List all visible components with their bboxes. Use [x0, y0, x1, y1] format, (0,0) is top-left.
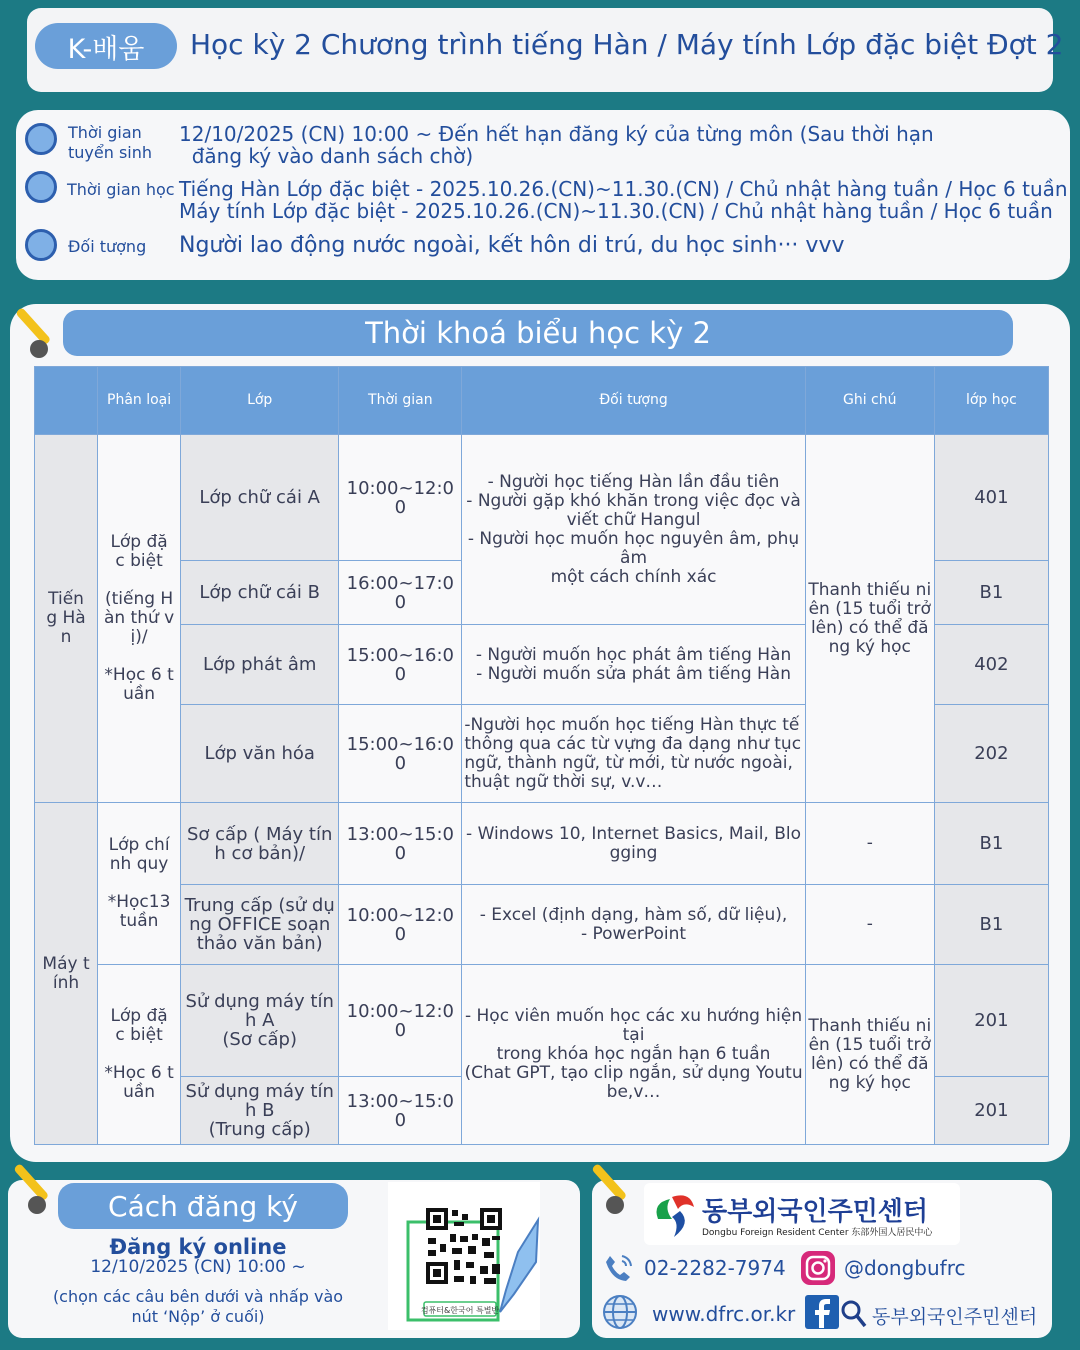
header-cell: Ghi chú: [805, 367, 934, 435]
facebook-icon[interactable]: [804, 1294, 840, 1330]
room-cell: 401: [934, 435, 1048, 561]
class-cell: Trung cấp (sử dụng OFFICE soạn thảo văn bản): [181, 885, 339, 965]
room-cell: B1: [934, 803, 1048, 885]
note-cell: Thanh thiếu niên (15 tuổi trở lên) có thể đăng ký học: [805, 435, 934, 803]
class-cell: Lớp chữ cái B: [181, 561, 339, 625]
time-cell: 16:00~17:00: [339, 561, 462, 625]
info-text: Người lao động nước ngoài, kết hôn di trú, du học sinh··· vvv: [179, 233, 845, 258]
subject-cell: Máy tính: [35, 803, 98, 1145]
online-label: Đăng ký online: [109, 1235, 287, 1259]
program-tag: K-배움: [35, 23, 177, 69]
note-cell: -: [805, 885, 934, 965]
room-cell: 201: [934, 965, 1048, 1077]
time-cell: 15:00~16:00: [339, 705, 462, 803]
pin-icon: [10, 310, 50, 356]
room-cell: B1: [934, 885, 1048, 965]
table-header-row: [35, 367, 1049, 435]
info-label: Thời gian học: [67, 180, 175, 199]
class-cell: Lớp phát âm: [181, 625, 339, 705]
class-cell: Lớp văn hóa: [181, 705, 339, 803]
target-cell: - Học viên muốn học các xu hướng hiện tại trong khóa học ngắn hạn 6 tuần (Chat GPT, tạo clip ngắn, sử dụng Youtube,v…: [462, 965, 805, 1145]
page-title: Học kỳ 2 Chương trình tiếng Hàn / Máy tính Lớp đặc biệt Đợt 2: [190, 28, 1064, 61]
timetable-table: [34, 366, 1049, 1145]
website-link[interactable]: www.dfrc.or.kr: [652, 1302, 796, 1326]
bullet-icon: [25, 171, 57, 203]
center-panel: [592, 1180, 1052, 1338]
pin-icon: [8, 1166, 48, 1212]
registration-note: (chọn các câu bên dưới và nhấp vào nút ‘Nộp’ ở cuối): [52, 1287, 344, 1326]
category-cell: Lớp đặc biệt (tiếng Hàn thứ vị)/ *Học 6 tuần: [98, 435, 181, 803]
timetable-title: Thời khoá biểu học kỳ 2: [63, 310, 1013, 356]
time-cell: 10:00~12:00: [339, 885, 462, 965]
target-cell: - Người muốn học phát âm tiếng Hàn - Người muốn sửa phát âm tiếng Hàn: [462, 625, 805, 705]
pin-icon: [586, 1166, 626, 1212]
table-row: [35, 965, 1049, 1077]
info-panel: [16, 110, 1070, 280]
class-cell: Lớp chữ cái A: [181, 435, 339, 561]
instagram-handle[interactable]: @dongbufrc: [844, 1256, 966, 1280]
info-label: Đối tượng: [68, 237, 147, 256]
room-cell: B1: [934, 561, 1048, 625]
info-label: Thời gian tuyển sinh: [68, 123, 153, 162]
header-banner: [27, 8, 1064, 92]
timetable-panel: [10, 304, 1070, 1162]
search-icon[interactable]: [840, 1298, 868, 1330]
room-cell: 402: [934, 625, 1048, 705]
header-cell: Thời gian: [339, 367, 462, 435]
time-cell: 10:00~12:00: [339, 435, 462, 561]
bullet-icon: [25, 229, 57, 261]
time-cell: 13:00~15:00: [339, 803, 462, 885]
header-cell: Phân loại: [98, 367, 181, 435]
target-cell: - Windows 10, Internet Basics, Mail, Blogging: [462, 803, 805, 885]
category-cell: Lớp đặc biệt *Học 6 tuần: [98, 965, 181, 1145]
center-emblem-icon: [650, 1189, 698, 1239]
subject-cell: Tiếng Hàn: [35, 435, 98, 803]
instagram-icon[interactable]: [800, 1250, 836, 1286]
registration-title: Cách đăng ký: [58, 1183, 348, 1229]
class-cell: Sử dụng máy tính B (Trung cấp): [181, 1077, 339, 1145]
class-cell: Sử dụng máy tính A (Sơ cấp): [181, 965, 339, 1077]
table-row: [35, 885, 1049, 965]
table-row: [35, 435, 1049, 561]
header-cell: lớp học: [934, 367, 1048, 435]
class-cell: Sơ cấp ( Máy tính cơ bản)/: [181, 803, 339, 885]
header-cell: Lớp: [181, 367, 339, 435]
target-cell: - Người học tiếng Hàn lần đầu tiên - Người gặp khó khăn trong việc đọc và viết chữ Hangul - Người học muốn học nguyên âm, phụ âm một cách chính xác: [462, 435, 805, 625]
note-cell: Thanh thiếu niên (15 tuổi trở lên) có thể đăng ký học: [805, 965, 934, 1145]
target-cell: - Excel (định dạng, hàm số, dữ liệu), - PowerPoint: [462, 885, 805, 965]
time-cell: 13:00~15:00: [339, 1077, 462, 1145]
header-cell: Đối tượng: [462, 367, 805, 435]
table-row: [35, 803, 1049, 885]
room-cell: 202: [934, 705, 1048, 803]
registration-panel: [8, 1180, 580, 1338]
info-text: Tiếng Hàn Lớp đặc biệt - 2025.10.26.(CN)~11.30.(CN) / Chủ nhật hàng tuần / Học 6 tuần Máy tính Lớp đặc biệt - 2025.10.26.(CN)~11.30.(CN) / Chủ nhật hàng tuần / Học 6 tuần: [179, 177, 1068, 223]
info-text: 12/10/2025 (CN) 10:00 ~ Đến hết hạn đăng ký của từng môn (Sau thời hạn đăng ký vào danh sách chờ): [179, 122, 934, 168]
qr-caption: 컴퓨터&한국어 특별반: [420, 1306, 500, 1315]
target-cell: -Người học muốn học tiếng Hàn thực tế thông qua các từ vựng đa dạng như tục ngữ, thành ngữ, từ mới, từ nước ngoài, thuật ngữ thời sự, v.v…: [462, 705, 805, 803]
center-name-en: Dongbu Foreign Resident Center 东部外国人居民中心: [702, 1228, 933, 1238]
phone-number[interactable]: 02-2282-7974: [644, 1256, 786, 1280]
header-cell: [35, 367, 98, 435]
registration-date: 12/10/2025 (CN) 10:00 ~: [90, 1257, 306, 1277]
time-cell: 15:00~16:00: [339, 625, 462, 705]
qr-code[interactable]: [388, 1182, 540, 1330]
room-cell: 201: [934, 1077, 1048, 1145]
center-name-ko: 동부외국인주민센터: [702, 1197, 929, 1227]
category-cell: Lớp chính quy *Học13 tuần: [98, 803, 181, 965]
note-cell: -: [805, 803, 934, 885]
phone-icon: [602, 1252, 634, 1284]
facebook-page[interactable]: 동부외국인주민센터: [872, 1306, 1038, 1328]
center-logo: [644, 1183, 960, 1245]
globe-icon: [602, 1294, 638, 1330]
bullet-icon: [25, 123, 57, 155]
time-cell: 10:00~12:00: [339, 965, 462, 1077]
